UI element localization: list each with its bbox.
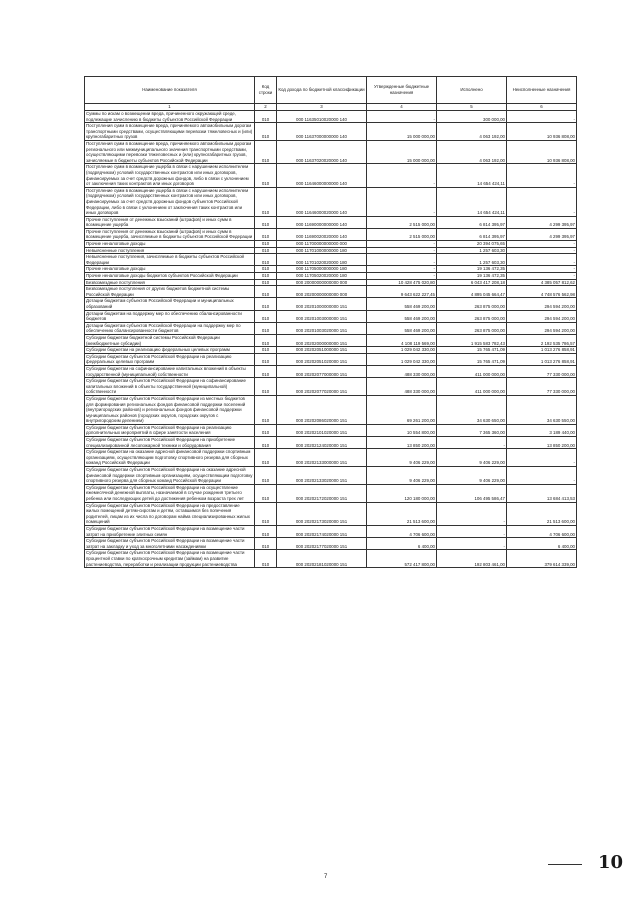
table-row: [85, 228, 577, 240]
row-unexecuted: -: [507, 247, 577, 254]
row-budget-code: 000 20202173020000 151: [277, 502, 367, 525]
row-code: 010: [255, 241, 277, 248]
row-budget-code: 000 11701020020000 180: [277, 254, 367, 266]
row-name: Дотации бюджетам на поддержку мер по обеспечению сбалансированности бюджетов: [85, 310, 255, 322]
column-number: 1: [85, 104, 255, 111]
table-row: [85, 538, 577, 550]
row-name: Дотации бюджетам субъектов Российской Федерации на поддержку мер по обеспечению сбалансированности бюджетов: [85, 322, 255, 334]
row-code: 010: [255, 247, 277, 254]
row-code: 010: [255, 111, 277, 123]
row-approved: -: [367, 164, 437, 187]
row-executed: 263 875 000,00: [437, 322, 507, 334]
row-name: Субсидии бюджетам бюджетной системы Российской Федерации (межбюджетные субсидии): [85, 334, 255, 346]
row-budget-code: 000 11646000000000 140: [277, 164, 367, 187]
row-name: Субсидии бюджетам субъектов Российской Федерации на реализацию дополнительных мероприятий в сфере занятости населения: [85, 424, 255, 436]
row-name: Поступления сумм в возмещение вреда, причиняемого автомобильным дорогам транспортными средствами, осуществляющими перевозки тяжеловесных и (или) крупногабаритных грузов: [85, 123, 255, 141]
table-row: [85, 216, 577, 228]
row-approved: 6 400,00: [367, 538, 437, 550]
row-approved: 2 515 000,00: [367, 216, 437, 228]
row-approved: 9 406 229,00: [367, 467, 437, 485]
row-approved: 15 000 000,00: [367, 123, 437, 141]
page-number: 7: [324, 874, 328, 880]
row-executed: 192 803 461,00: [437, 550, 507, 568]
row-executed: 106 495 586,47: [437, 484, 507, 502]
row-name: Поступление сумм в возмещение ущерба в связи с нарушением исполнителем (подрядчиком) условий государственных контрактов или иных договоров, финансируемых за счет средств дорожных фондов, либо в связи с уклонением от заключения таких контрактов или иных договоров: [85, 164, 255, 187]
table-row: [85, 424, 577, 436]
row-executed: 34 630 650,00: [437, 395, 507, 424]
row-unexecuted: -: [507, 449, 577, 467]
row-code: 010: [255, 395, 277, 424]
row-name: Прочие неналоговые доходы бюджетов субъектов Российской Федерации: [85, 273, 255, 280]
row-executed: 263 875 000,00: [437, 310, 507, 322]
row-unexecuted: -: [507, 241, 577, 248]
row-budget-code: 000 11701000000000 180: [277, 247, 367, 254]
row-budget-code: 000 20202077000000 151: [277, 365, 367, 377]
row-unexecuted: 3 189 440,00: [507, 424, 577, 436]
row-budget-code: 000 11646000020000 140: [277, 187, 367, 216]
row-unexecuted: -: [507, 467, 577, 485]
row-code: 010: [255, 286, 277, 298]
row-approved: 2 515 000,00: [367, 228, 437, 240]
row-budget-code: 000 20202051000000 151: [277, 347, 367, 354]
row-approved: 21 513 600,00: [367, 502, 437, 525]
row-approved: 9 406 229,00: [367, 449, 437, 467]
row-unexecuted: 4 748 576 562,98: [507, 286, 577, 298]
row-code: 010: [255, 228, 277, 240]
row-executed: 15 765 471,09: [437, 353, 507, 365]
row-code: 010: [255, 216, 277, 228]
table-row: [85, 310, 577, 322]
row-budget-code: 000 20202086020000 151: [277, 395, 367, 424]
table-row: [85, 502, 577, 525]
row-executed: 19 136 472,35: [437, 273, 507, 280]
row-code: 010: [255, 273, 277, 280]
row-executed: 263 875 000,00: [437, 298, 507, 310]
row-approved: 120 180 000,00: [367, 484, 437, 502]
table-row: [85, 449, 577, 467]
row-name: Субсидии бюджетам субъектов Российской Федерации на приобретение специализированной лесопожарной техники и оборудования: [85, 437, 255, 449]
row-code: 010: [255, 266, 277, 273]
table-row: [85, 525, 577, 537]
row-executed: 4 895 045 664,47: [437, 286, 507, 298]
table-row: [85, 334, 577, 346]
row-name: Прочие неналоговые доходы: [85, 266, 255, 273]
row-budget-code: 000 11705020020000 180: [277, 273, 367, 280]
row-approved: 4 706 600,00: [367, 525, 437, 537]
row-approved: -: [367, 266, 437, 273]
row-budget-code: 000 20202133020000 151: [277, 467, 367, 485]
row-budget-code: 000 20202051020000 151: [277, 353, 367, 365]
row-approved: 69 261 200,00: [367, 395, 437, 424]
row-budget-code: 000 20202177020000 151: [277, 538, 367, 550]
row-approved: -: [367, 273, 437, 280]
row-budget-code: 000 11690020020000 140: [277, 228, 367, 240]
table-row: [85, 353, 577, 365]
row-code: 010: [255, 298, 277, 310]
table-row: [85, 279, 577, 286]
row-unexecuted: 294 594 200,00: [507, 298, 577, 310]
row-executed: 4 063 192,00: [437, 123, 507, 141]
header-budget-code: Код дохода по бюджетной классификации: [277, 77, 367, 104]
row-approved: 488 330 000,00: [367, 365, 437, 377]
row-name: Субсидии бюджетам субъектов Российской Федерации на реализацию федеральных целевых программ: [85, 353, 255, 365]
row-unexecuted: 1 013 276 858,91: [507, 347, 577, 354]
header-executed: Исполнено: [437, 77, 507, 104]
row-unexecuted: 2 192 535 786,57: [507, 334, 577, 346]
row-unexecuted: -: [507, 111, 577, 123]
row-approved: 572 417 800,00: [367, 550, 437, 568]
row-code: 010: [255, 334, 277, 346]
header-name: Наименование показателя: [85, 77, 255, 104]
row-unexecuted: 379 614 339,00: [507, 550, 577, 568]
row-executed: 6 814 395,97: [437, 228, 507, 240]
row-name: Прочие поступления от денежных взысканий (штрафов) и иных сумм в возмещение ущерба, зачисляемые в бюджеты субъектов Российской Федерации: [85, 228, 255, 240]
row-executed: 1 257 603,30: [437, 254, 507, 266]
row-budget-code: 000 11705000000000 180: [277, 266, 367, 273]
budget-execution-table: [84, 76, 577, 568]
row-budget-code: 000 20202101020000 151: [277, 424, 367, 436]
row-budget-code: 000 11637020020000 140: [277, 140, 367, 163]
row-unexecuted: 10 936 808,00: [507, 140, 577, 163]
row-executed: 7 365 360,00: [437, 424, 507, 436]
column-number-row: [85, 104, 577, 111]
table-row: [85, 187, 577, 216]
row-unexecuted: 1 013 276 858,91: [507, 353, 577, 365]
row-approved: 488 330 000,00: [367, 378, 437, 396]
row-budget-code: 000 20201003000000 151: [277, 310, 367, 322]
row-code: 010: [255, 550, 277, 568]
row-approved: -: [367, 111, 437, 123]
row-code: 010: [255, 538, 277, 550]
row-name: Дотации бюджетам субъектов Российской Федерации и муниципальных образований: [85, 298, 255, 310]
row-name: Субсидии бюджетам субъектов Российской Федерации на возмещение части затрат на приобретение элитных семян: [85, 525, 255, 537]
table-row: [85, 273, 577, 280]
row-budget-code: 000 11690000000000 140: [277, 216, 367, 228]
row-approved: -: [367, 187, 437, 216]
row-approved: 558 469 200,00: [367, 322, 437, 334]
row-name: Субсидии бюджетам субъектов Российской Федерации на возмещение части процентной ставки по краткосрочным кредитам (займам) на развитие растениеводства, переработки и реализации продукции растениеводства: [85, 550, 255, 568]
row-executed: 14 654 424,11: [437, 164, 507, 187]
row-executed: 6 814 395,97: [437, 216, 507, 228]
table-row: [85, 140, 577, 163]
table-row: [85, 247, 577, 254]
row-executed: -: [437, 525, 507, 537]
row-name: Поступление сумм в возмещение ущерба в связи с нарушением исполнителем (подрядчиком) условий государственных контрактов или иных договоров, финансируемых за счет средств дорожных фондов субъектов Российской Федерации, либо в связи с уклонением от заключения таких контрактов или иных договоров: [85, 187, 255, 216]
row-executed: 9 406 229,00: [437, 449, 507, 467]
column-number: 3: [277, 104, 367, 111]
row-budget-code: 000 20000000000000 000: [277, 279, 367, 286]
table-row: [85, 365, 577, 377]
row-executed: 300 000,00: [437, 111, 507, 123]
row-unexecuted: 10 936 808,00: [507, 123, 577, 141]
row-name: Невыясненные поступления: [85, 247, 255, 254]
row-budget-code: 000 20202124020000 151: [277, 437, 367, 449]
row-name: Субсидии бюджетам субъектов Российской Федерации на софинансирование капитальных вложений в объекты государственной (муниципальной) собственности: [85, 378, 255, 396]
table-row: [85, 378, 577, 396]
row-code: 010: [255, 484, 277, 502]
row-executed: 14 654 424,11: [437, 187, 507, 216]
row-unexecuted: 34 630 550,00: [507, 395, 577, 424]
row-name: Субсидии бюджетам субъектов Российской Федерации на возмещение части затрат на закладку и уход за многолетними насаждениями: [85, 538, 255, 550]
row-approved: 13 850 200,00: [367, 437, 437, 449]
row-code: 010: [255, 123, 277, 141]
row-name: Прочие неналоговые доходы: [85, 241, 255, 248]
handwritten-sheet-number: 10: [598, 852, 624, 873]
row-name: Субсидии бюджетам субъектов Российской Федерации на оказание адресной финансовой поддержки спортивным организациям, осуществляющим подготовку спортивного резерва для сборных команд Российской Федерации: [86, 467, 253, 484]
row-unexecuted: 13 850 200,00: [507, 437, 577, 449]
row-budget-code: 000 11635010020000 140: [277, 111, 367, 123]
row-code: 010: [255, 525, 277, 537]
row-code: 010: [255, 467, 277, 485]
row-code: 010: [255, 353, 277, 365]
row-budget-code: 000 20202181020000 151: [277, 550, 367, 568]
row-budget-code: 000 11700000000000 000: [277, 241, 367, 248]
table-row: [85, 484, 577, 502]
table-row: [85, 467, 577, 485]
row-executed: 1 915 583 782,43: [437, 334, 507, 346]
row-unexecuted: -: [507, 266, 577, 273]
row-unexecuted: 294 594 200,00: [507, 310, 577, 322]
row-budget-code: 000 20200000000000 000: [277, 286, 367, 298]
row-executed: 15 765 471,09: [437, 347, 507, 354]
row-name: Субсидии бюджетам на оказание адресной финансовой поддержки спортивным организациям, осуществляющим подготовку спортивного резерва для сборных команд Российской Федерации: [85, 449, 255, 467]
row-executed: -: [437, 437, 507, 449]
row-executed: 9 406 229,00: [437, 467, 507, 485]
row-approved: 4 108 119 569,00: [367, 334, 437, 346]
row-executed: -: [437, 538, 507, 550]
row-code: 010: [255, 449, 277, 467]
row-name: Субсидии бюджетам на реализацию федеральных целевых программ: [85, 347, 255, 354]
row-unexecuted: 4 299 395,97: [507, 216, 577, 228]
column-number: 2: [255, 104, 277, 111]
row-executed: 4 063 192,00: [437, 140, 507, 163]
row-code: 010: [255, 502, 277, 525]
table-row: [85, 164, 577, 187]
table-row: [85, 437, 577, 449]
table-row: [85, 266, 577, 273]
table-row: [85, 254, 577, 266]
row-name: Суммы по искам о возмещении вреда, причиненного окружающей среде, подлежащие зачислению в бюджеты субъектов Российской Федерации: [85, 111, 255, 123]
row-code: 010: [255, 279, 277, 286]
row-code: 010: [255, 254, 277, 266]
row-unexecuted: 13 684 413,53: [507, 484, 577, 502]
row-name: Субсидии бюджетам субъектов Российской Федерации на предоставление жилых помещений детям-сиротам и детям, оставшимся без попечения родителей, лицам из их числа по договорам найма специализированных жилых помещений: [85, 502, 255, 525]
row-executed: -: [437, 502, 507, 525]
stamp-underline: [548, 864, 582, 865]
header-row: [85, 77, 577, 104]
row-unexecuted: 4 706 600,00: [507, 525, 577, 537]
table-row: [85, 298, 577, 310]
row-budget-code: 000 11637000000000 140: [277, 123, 367, 141]
column-number: 6: [507, 104, 577, 111]
row-approved: 558 469 200,00: [367, 310, 437, 322]
row-approved: -: [367, 241, 437, 248]
row-name: Поступления сумм в возмещение вреда, причиняемого автомобильным дорогам регионального или межмуниципального значения транспортными средствами, осуществляющими перевозки тяжеловесных и (или) крупногабаритных грузов, зачисляемые в бюджеты субъектов Российской Федерации: [85, 140, 255, 163]
row-budget-code: 000 20202000000000 151: [277, 334, 367, 346]
row-approved: 1 029 042 330,00: [367, 347, 437, 354]
table-row: [85, 347, 577, 354]
row-executed: 20 394 075,65: [437, 241, 507, 248]
row-approved: 9 643 622 227,45: [367, 286, 437, 298]
table-body: [85, 111, 577, 568]
row-unexecuted: 4 385 057 812,62: [507, 279, 577, 286]
table-row: [85, 395, 577, 424]
row-unexecuted: -: [507, 254, 577, 266]
table-row: [85, 550, 577, 568]
row-budget-code: 000 20202077020000 151: [277, 378, 367, 396]
column-number: 4: [367, 104, 437, 111]
row-approved: 10 428 475 020,80: [367, 279, 437, 286]
table-row: [85, 111, 577, 123]
row-budget-code: 000 20201003020000 151: [277, 322, 367, 334]
table-row: [85, 241, 577, 248]
row-name: Безвозмездные поступления от других бюджетов бюджетной системы Российской Федерации: [85, 286, 255, 298]
row-code: 010: [255, 437, 277, 449]
row-approved: -: [367, 247, 437, 254]
header-unexecuted: Неисполненные назначения: [507, 77, 577, 104]
row-name: Субсидии бюджетам субъектов Российской Федерации на осуществление ежемесячной денежной выплаты, назначаемой в случае рождения третьего ребенка или последующих детей до достижения ребенком возраста трех лет: [85, 484, 255, 502]
row-unexecuted: 294 594 200,00: [507, 322, 577, 334]
row-unexecuted: -: [507, 187, 577, 216]
row-executed: 1 257 603,30: [437, 247, 507, 254]
row-budget-code: 000 20201000000000 151: [277, 298, 367, 310]
row-budget-code: 000 20202133000000 151: [277, 449, 367, 467]
row-name: Субсидии бюджетам на софинансирование капитальных вложений в объекты государственной (муниципальной) собственности: [85, 365, 255, 377]
header-code: Код строки: [255, 77, 277, 104]
row-budget-code: 000 20202174020000 151: [277, 525, 367, 537]
row-code: 010: [255, 378, 277, 396]
row-unexecuted: 77 330 000,00: [507, 365, 577, 377]
row-unexecuted: -: [507, 164, 577, 187]
row-unexecuted: 4 299 395,97: [507, 228, 577, 240]
row-unexecuted: 77 330 000,00: [507, 378, 577, 396]
row-budget-code: 000 20202172020000 151: [277, 484, 367, 502]
row-name: Безвозмездные поступления: [85, 279, 255, 286]
row-unexecuted: -: [507, 273, 577, 280]
row-code: 010: [255, 365, 277, 377]
row-approved: 558 469 200,00: [367, 298, 437, 310]
row-code: 010: [255, 164, 277, 187]
row-name: Прочие поступления от денежных взысканий (штрафов) и иных сумм в возмещение ущерба: [85, 216, 255, 228]
row-unexecuted: 21 513 600,00: [507, 502, 577, 525]
row-code: 010: [255, 187, 277, 216]
row-code: 010: [255, 310, 277, 322]
row-code: 010: [255, 424, 277, 436]
row-executed: 6 043 417 208,18: [437, 279, 507, 286]
row-code: 010: [255, 322, 277, 334]
row-approved: 15 000 000,00: [367, 140, 437, 163]
row-unexecuted: 6 400,00: [507, 538, 577, 550]
row-name: Субсидии бюджетам субъектов Российской Федерации из местных бюджетов для формирования региональных фондов финансовой поддержки поселений (внутригородских районов) и региональных фондов финансовой поддержки муниципальных районов (городских округов, городских округов с внутригородским делением): [85, 395, 255, 424]
header-approved: Утвержденные бюджетные назначения: [367, 77, 437, 104]
row-name: Невыясненные поступления, зачисляемые в бюджеты субъектов Российской Федерации: [85, 254, 255, 266]
table-row: [85, 322, 577, 334]
row-approved: 1 029 042 330,00: [367, 353, 437, 365]
row-approved: 10 554 800,00: [367, 424, 437, 436]
table-row: [85, 123, 577, 141]
row-approved: -: [367, 254, 437, 266]
row-executed: 411 000 000,00: [437, 365, 507, 377]
column-number: 5: [437, 104, 507, 111]
row-code: 010: [255, 140, 277, 163]
row-executed: 19 136 472,35: [437, 266, 507, 273]
row-executed: 411 000 000,00: [437, 378, 507, 396]
row-code: 010: [255, 347, 277, 354]
table-row: [85, 286, 577, 298]
